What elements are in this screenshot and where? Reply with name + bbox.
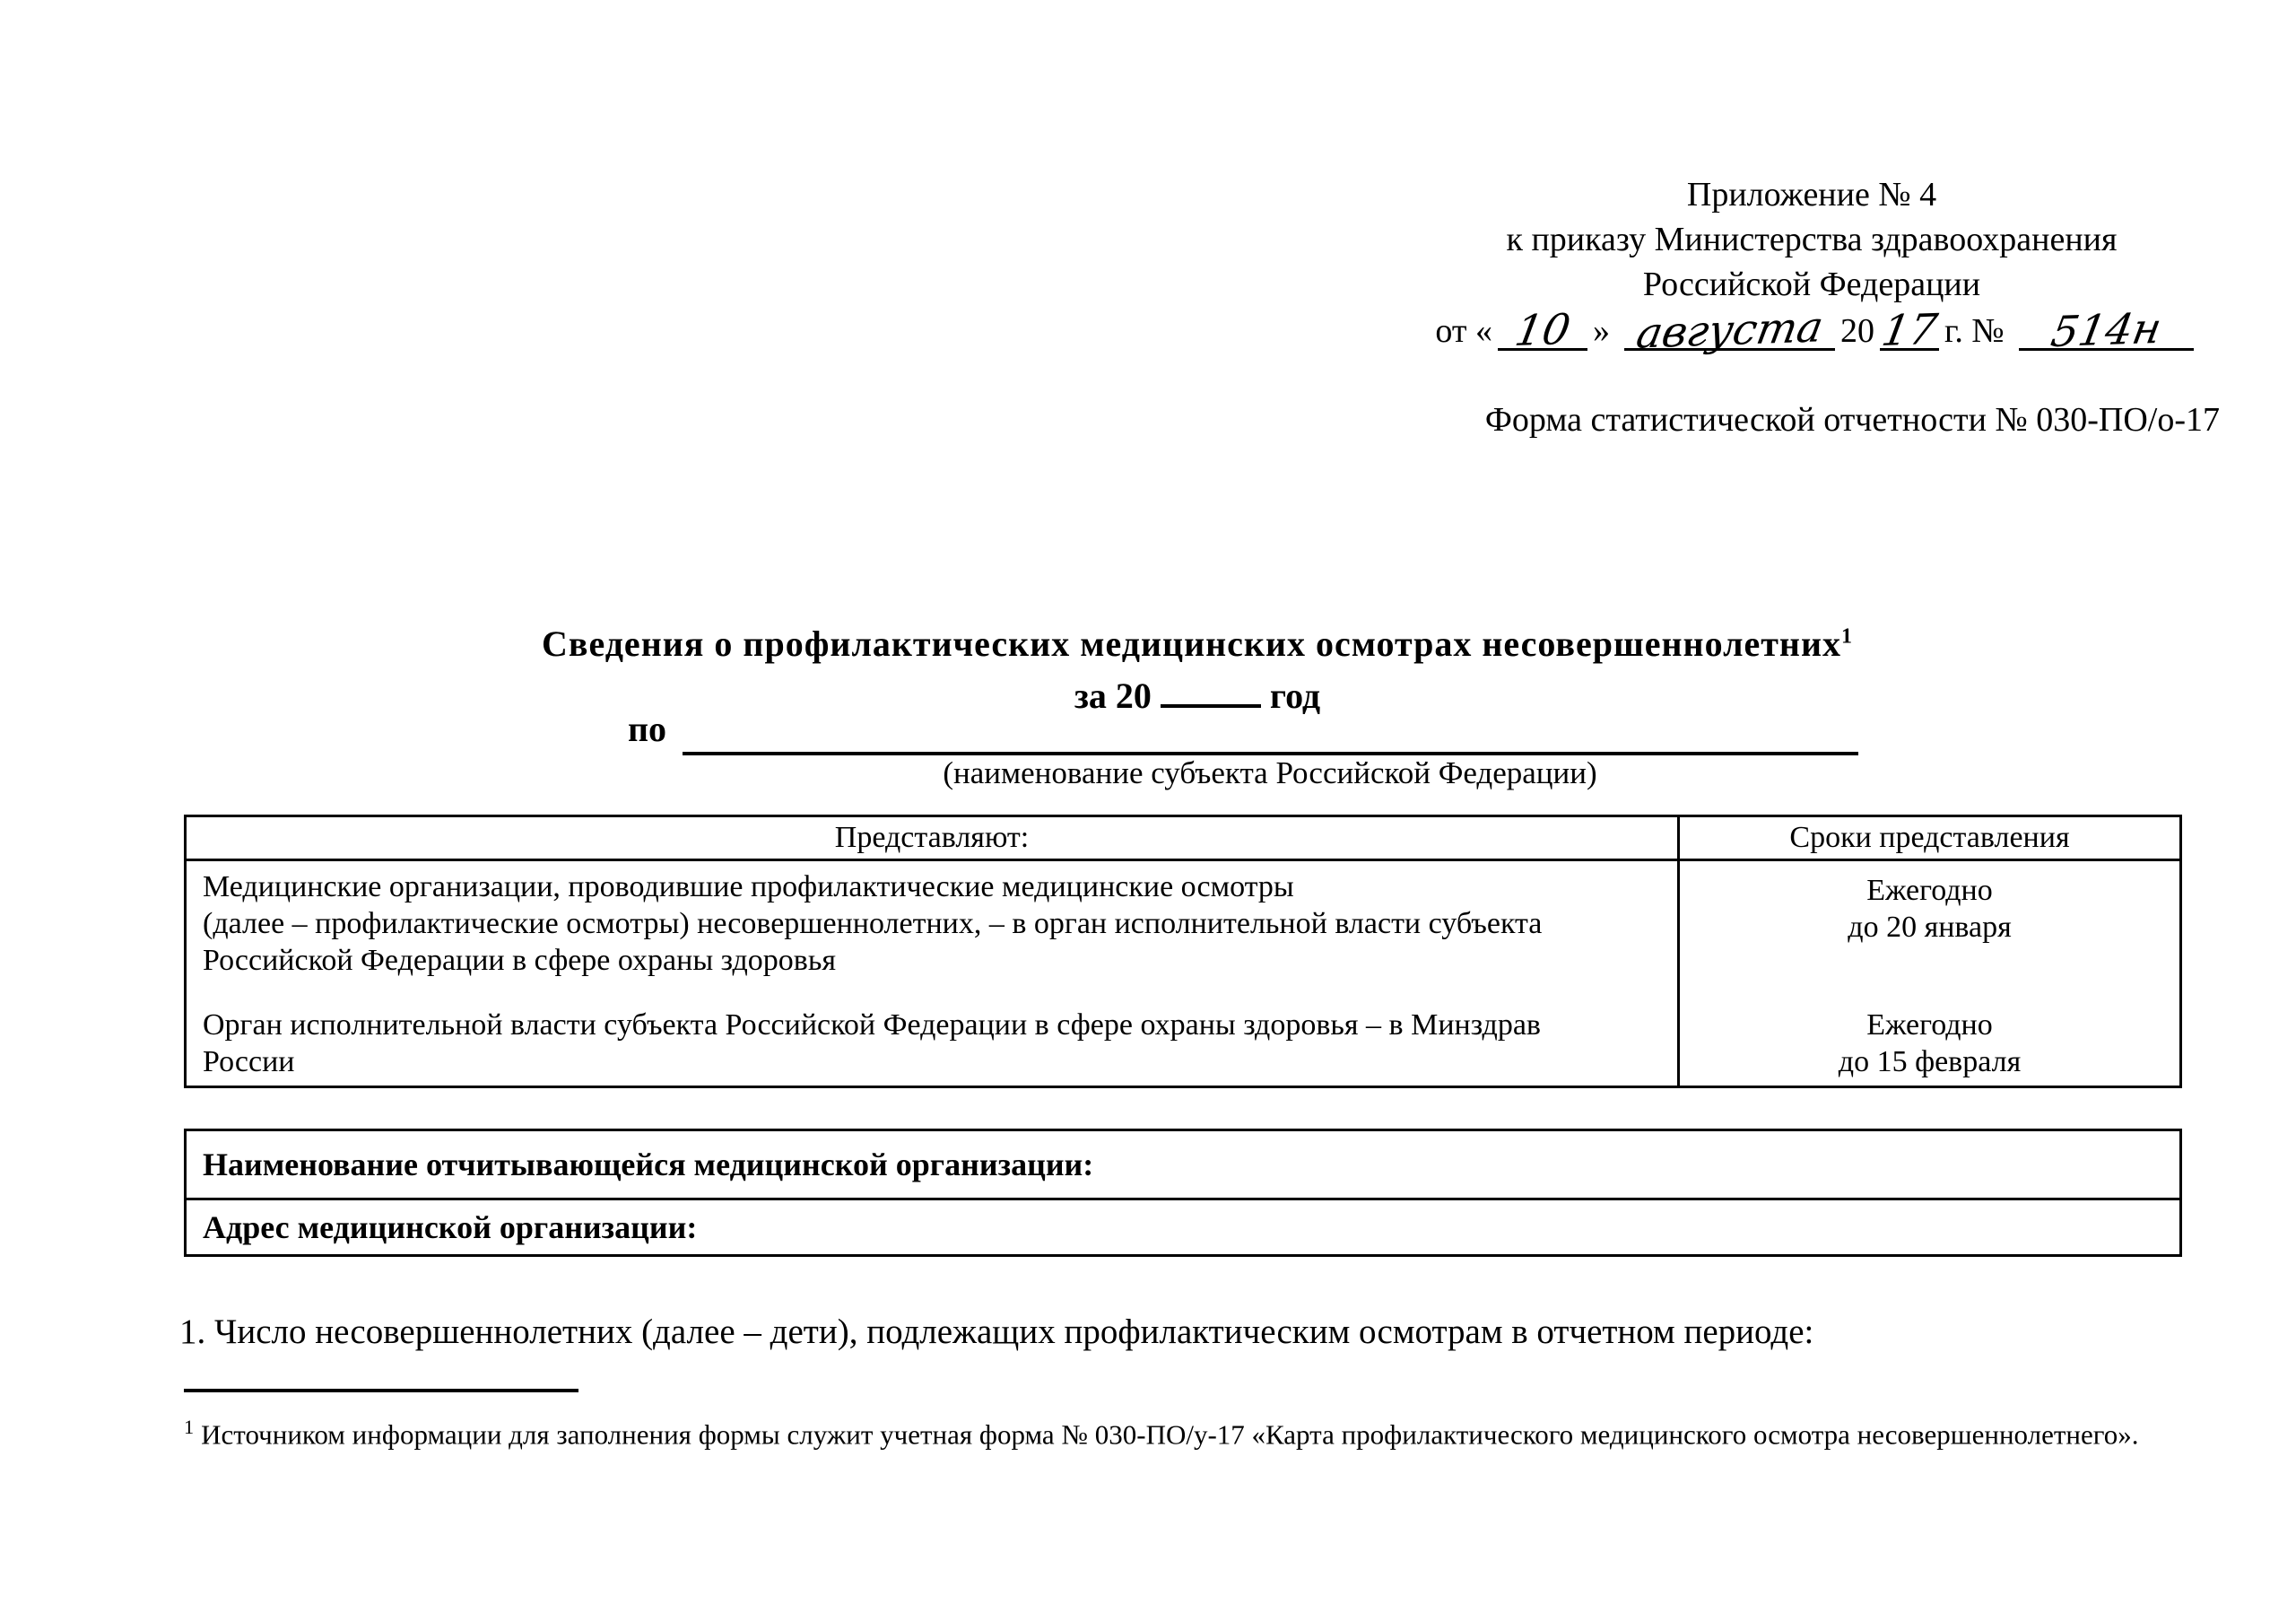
order-date-line [1381, 302, 2242, 359]
when-block-2 [1680, 1007, 2179, 1080]
date-year-blank[interactable] [1878, 304, 1942, 357]
section-1-heading: 1. Число несовершеннолетних (далее – дети), подлежащих профилактическим осмотрам в отчетном периоде: [179, 1312, 1814, 1351]
submission-table-header [187, 817, 2179, 861]
footnote-separator [184, 1389, 578, 1392]
handwritten-order-number: 514н [2047, 303, 2165, 358]
who-line: Орган исполнительной власти субъекта Российской Федерации в сфере охраны здоровья – в Минздрав [203, 1008, 1541, 1042]
year-blank-field[interactable] [1161, 674, 1261, 708]
date-close-quote: » [1593, 312, 1611, 350]
header-cell-who: Представляют: [187, 817, 1680, 859]
handwritten-day: 10 [1511, 304, 1575, 357]
who-line: (далее – профилактические осмотры) несовершеннолетних, – в орган исполнительной власти субъекта [203, 907, 1543, 940]
year-suffix: год [1269, 676, 1321, 716]
order-reference-line: к приказу Министерства здравоохранения [1506, 221, 2118, 258]
organization-address-label: Адрес медицинской организации: [203, 1209, 698, 1245]
russian-federation-line: Российской Федерации [1642, 266, 1981, 303]
date-day-blank[interactable] [1498, 304, 1587, 357]
appendix-header [1381, 172, 2242, 359]
order-number-blank[interactable] [2019, 303, 2194, 358]
organization-address-field[interactable] [187, 1200, 2179, 1254]
who-line: России [203, 1045, 295, 1078]
footnote-ref: 1 [184, 1416, 195, 1438]
title-footnote-ref: 1 [1841, 624, 1854, 649]
footnote [184, 1416, 2256, 1451]
title-block [179, 623, 2215, 717]
when-line: до 20 января [1848, 911, 2012, 944]
date-suffix: г. № [1944, 312, 2005, 350]
when-line: Ежегодно [1866, 1008, 1993, 1042]
when-block-1 [1680, 872, 2179, 946]
document-title [179, 623, 2215, 665]
organization-name-label: Наименование отчитывающейся медицинской организации: [203, 1147, 1094, 1182]
submission-table [184, 815, 2182, 1088]
footnote-text: Источником информации для заполнения формы служит учетная форма № 030-ПО/у-17 «Карта профилактического медицинского осмотра несовершеннолетнего». [201, 1418, 2139, 1451]
who-line: Медицинские организации, проводившие профилактические медицинские осмотры [203, 870, 1294, 903]
who-paragraph-2 [203, 1007, 1661, 1080]
body-cell-who [187, 861, 1680, 1086]
handwritten-year: 17 [1878, 304, 1942, 357]
handwritten-month: августа [1632, 302, 1827, 359]
who-line: Российской Федерации в сфере охраны здоровья [203, 944, 836, 977]
subject-caption: (наименование субъекта Российской Федерации) [943, 755, 1597, 790]
date-prefix: от « [1435, 312, 1493, 350]
organization-name-field[interactable] [187, 1131, 2179, 1200]
when-line: до 15 февраля [1838, 1045, 2022, 1078]
when-line: Ежегодно [1866, 874, 1993, 907]
header-cell-when: Сроки представления [1789, 821, 2070, 854]
organization-box [184, 1129, 2182, 1257]
appendix-number-line: Приложение № 4 [1686, 176, 1937, 214]
document-title-text: Сведения о профилактических медицинских осмотрах несовершеннолетних [541, 624, 1842, 664]
date-year-printed: 20 [1840, 312, 1875, 350]
year-prefix: за 20 [1074, 676, 1152, 716]
form-code: Форма статистической отчетности № 030-ПО/о-17 [1484, 401, 2220, 439]
who-paragraph-1 [203, 868, 1661, 979]
body-cell-when [1680, 861, 2179, 1086]
submission-table-body [187, 861, 2179, 1086]
subject-line [628, 711, 1858, 750]
subject-prefix: по [628, 709, 667, 749]
subject-blank-field[interactable] [683, 743, 1858, 755]
date-month-blank[interactable] [1624, 302, 1835, 359]
